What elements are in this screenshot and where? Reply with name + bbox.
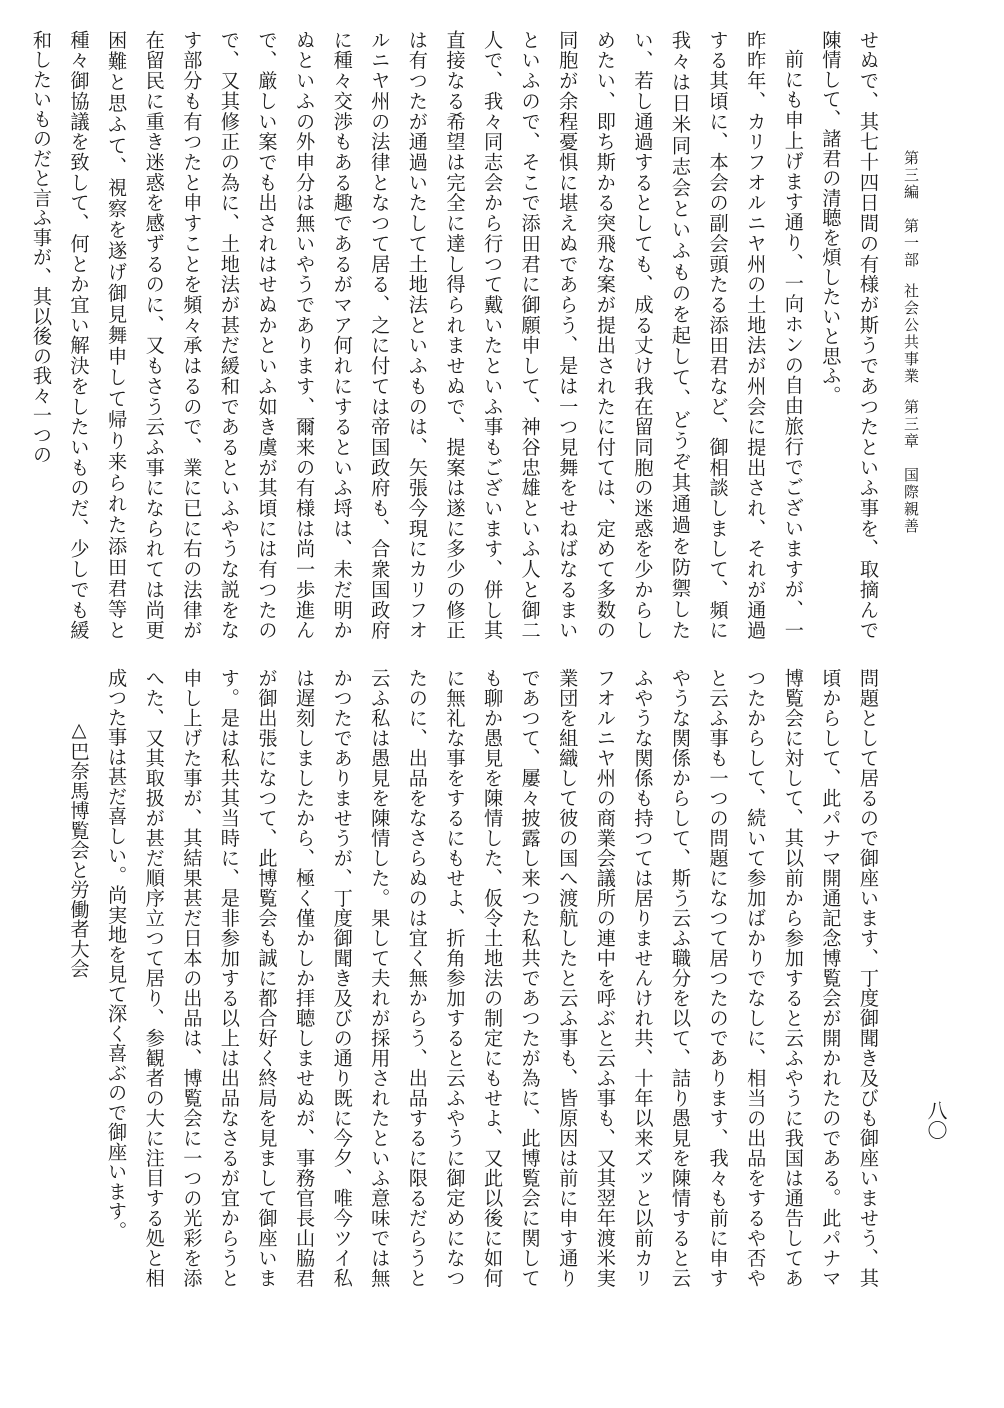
running-header [903, 150, 918, 535]
upper-text-block [22, 30, 887, 640]
header-chapter: 第三章 国際親善 [902, 399, 920, 535]
page-number: 八〇 [924, 1100, 948, 1140]
paragraph: せぬで、其七十四日間の有様が斯うであつたといふ事を、取摘んで陳情して、諸君の清聴を煩したいと思ふ。 [819, 30, 880, 640]
paragraph: 前にも申上げます通り、一向ホンの自由旅行でございますが、一昨昨年、カリフオルニヤ州の土地法が州会に提出され、それが通過する其頃に、本会の副会頭たる添田君など、御相談しまして、頻に我々は日米同志会といふものを起して、どうぞ其通過を防禦したい、若し通過するとしても、成る丈け我在留同胞の迷惑を少からしめたい、即ち斯かる突飛な案が提出されたに付ては、定めて多数の同胞が余程憂惧に堪えぬであらう、是は一つ見舞をせねばなるまいといふので、そこで添田君に御願申して、神谷忠雄といふ人と御二人で、我々同志会から行つて戴いたといふ事もございます、併し其直接なる希望は完全に達し得られませぬで、提案は遂に多少の修正は有つたが通過いたして土地法といふものは、矢張今現にカリフオルニヤ州の法律となつて居る、之に付ては帝国政府も、合衆国政府に種々交渉もある趣であるがマア何れにするといふ埒は、未だ明かぬといふの外申分は無いやうであります、爾来の有様は尚一歩進んで、厳しい案でも出されはせぬかといふ如き虞が其頃には有つたので、又其修正の為に、土地法が甚だ緩和であるといふやうな説をなす部分も有つたと申すことを頻々承はるので、業に已に右の法律が在留民に重き迷惑を感ずるのに、又もさう云ふ事になられては尚更困難と思ふて、視察を遂げ御見舞申して帰り来られた添田君等と種々御協議を致して、何とか宜い解決をしたいものだ、少しでも緩和したいものだと言ふ事が、其以後の我々一つの [29, 30, 805, 640]
paragraph: 問題として居るので御座います、丁度御聞き及びも御座いませう、其頃からして、此パナマ開通記念博覧会が開かれたのである。此パナマ博覧会に対して、其以前から参加すると云ふやうに我国は通告してあつたからして、続いて参加ばかりでなしに、相当の出品をするや否やと云ふ事も一つの問題になつて居つたのであります、我々も前に申すやうな関係からして、斯う云ふ職分を以て、詰り愚見を陳情すると云ふやうな関係も持つては居りませんけれ共、十年以来ズッと以前カリフオルニヤ州の商業会議所の連中を呼ぶと云ふ事も、又其翌年渡米実業団を組織して彼の国へ渡航したと云ふ事も、皆原因は前に申す通りであつて、屢々披露し来つた私共であつたが為に、此博覧会に関しても聊か愚見を陳情した、仮令土地法の制定にもせよ、又此以後に如何に無礼な事をするにもせよ、折角参加すると云ふやうに御定めになつたのに、出品をなさらぬのは宜く無からう、出品するに限るだらうと云ふ私は愚見を陳情した。果して夫れが採用されたといふ意味では無かつたでありませうが、丁度御聞き及びの通り既に今夕、唯今ツイ私は遅刻しましたから、極く僅かしか拝聴しませぬが、事務官長山脇君が御出張になつて、此博覧会も誠に都合好く終局を見まして御座います。是は私共其当時に、是非参加する以上は出品なさるが宜からうと申し上げた事が、其結果甚だ日本の出品は、博覧会に一つの光彩を添へた、又其取扱が甚だ順序立つて居り、参観者の大に注目する処と相成つた事は甚だ喜しい。尚実地を見て深く喜ぶので御座います。 [105, 668, 880, 1288]
header-part: 第三編 第一部 [902, 150, 920, 269]
section-subheading: △巴奈馬博覧会と労働者大会 [67, 718, 91, 979]
lower-text-block [60, 668, 887, 1288]
header-section: 社会公共事業 [902, 283, 920, 385]
